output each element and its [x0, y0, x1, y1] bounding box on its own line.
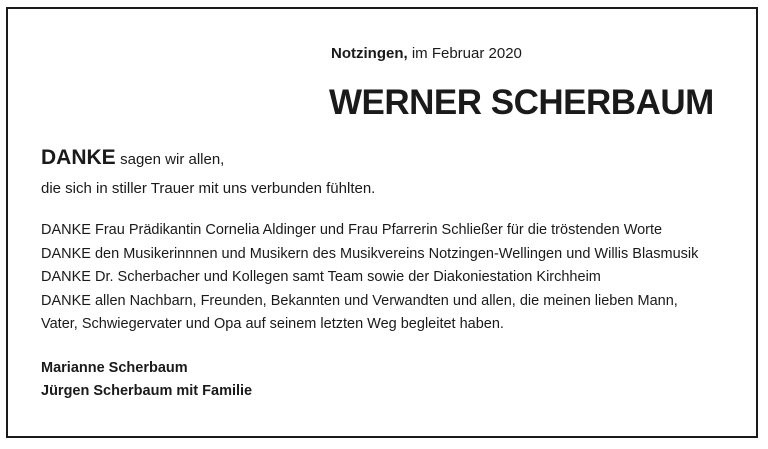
- thanks-list: [41, 219, 698, 337]
- thanks-line: DANKE Frau Prädikantin Cornelia Aldinger und Frau Pfarrerin Schließer für die tröstenden Worte: [41, 222, 663, 238]
- signers: [41, 357, 252, 403]
- intro-text: die sich in stiller Trauer mit uns verbunden fühlten.: [41, 180, 376, 197]
- danke-heading-rest: sagen wir allen,: [120, 151, 225, 168]
- deceased-name: WERNER SCHERBAUM: [329, 83, 714, 122]
- place: Notzingen,: [331, 45, 408, 62]
- thanks-line: DANKE allen Nachbarn, Freunden, Bekannten und Verwandten und allen, die meinen lieben Mann,: [41, 292, 678, 309]
- danke-heading-line: [41, 145, 224, 173]
- signer-name: Marianne Scherbaum: [41, 360, 188, 376]
- danke-heading: DANKE: [41, 146, 116, 169]
- signer-name: Jürgen Scherbaum mit Familie: [41, 383, 253, 399]
- thanks-line: Vater, Schwiegervater und Opa auf seinem letzten Weg begleitet haben.: [41, 316, 504, 332]
- thanks-line: DANKE Dr. Scherbacher und Kollegen samt Team sowie der Diakoniestation Kirchheim: [41, 269, 601, 285]
- date: im Februar 2020: [411, 45, 522, 62]
- place-date-line: [331, 45, 522, 63]
- thanks-line: DANKE den Musikerinnnen und Musikern des Musikvereins Notzingen-Wellingen und Willis Blasmusik: [41, 245, 699, 262]
